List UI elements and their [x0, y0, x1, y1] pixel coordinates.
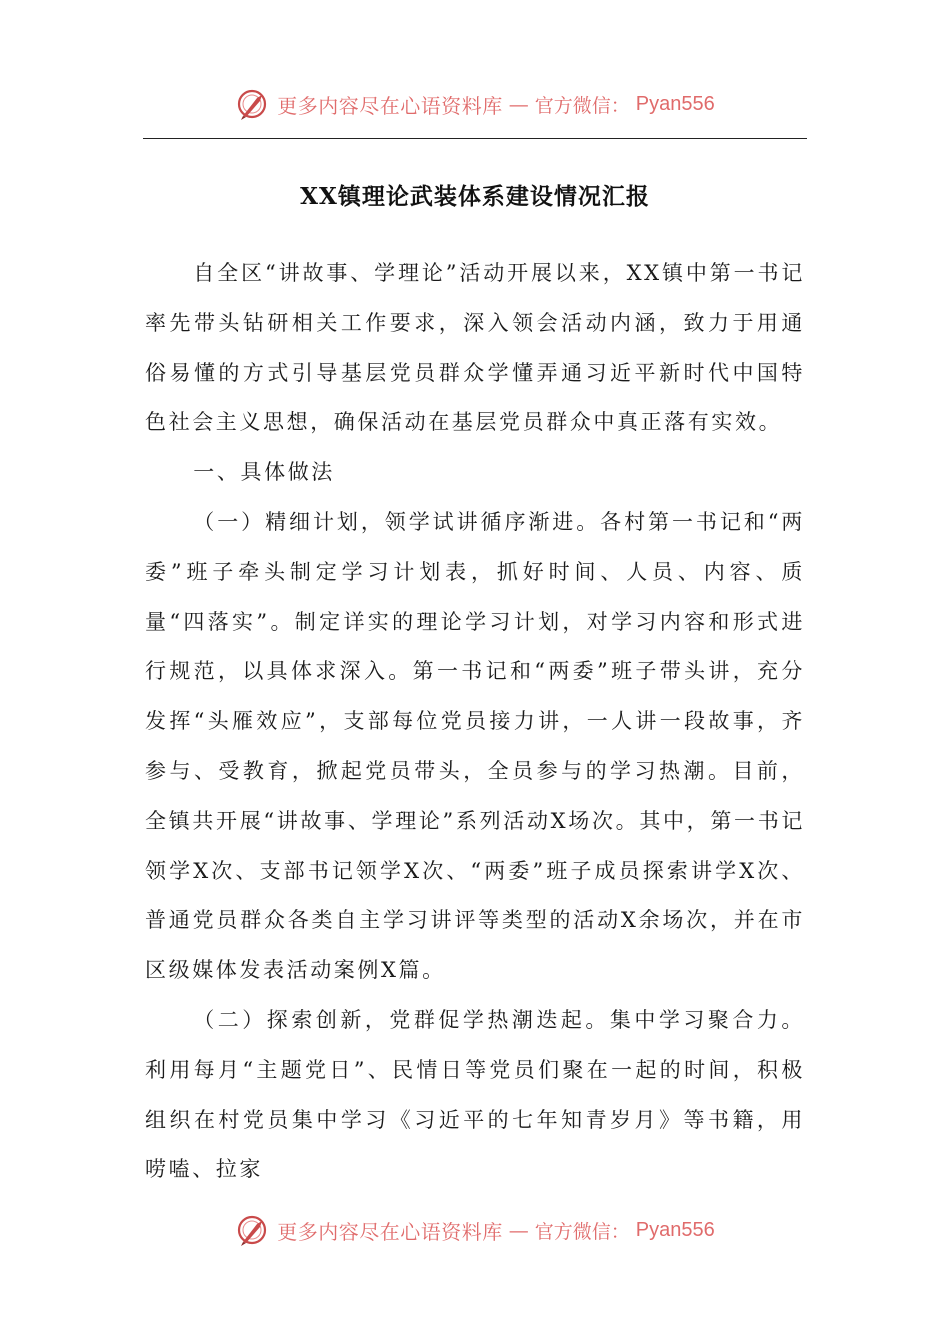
banner-dash: — — [508, 1218, 529, 1242]
header-banner — [0, 84, 950, 124]
pen-nib-logo-icon — [235, 1212, 271, 1248]
banner-wechat-id: Pyan556 — [635, 92, 715, 115]
footer-banner — [0, 1210, 950, 1250]
banner-site-text: 更多内容尽在心语资料库 — [277, 93, 503, 118]
banner-wechat-label: 官方微信： — [534, 94, 630, 117]
document-title: XX镇理论武装体系建设情况汇报 — [300, 183, 650, 210]
paragraph-intro: 自全区“讲故事、学理论”活动开展以来，XX镇中第一书记率先带头钻研相关工作要求，深入领会活动内涵，致力于用通俗易懂的方式引导基层党员群众学懂弄通习近平新时代中国特色社会主义思想，确保活动在基层党员群众中真正落有实效。 — [145, 261, 805, 435]
paragraph-item-1: （一）精细计划，领学试讲循序渐进。各村第一书记和“两委”班子牵头制定学习计划表，抓好时间、人员、内容、质量“四落实”。制定详实的理论学习计划，对学习内容和形式进行规范，以具体求深入。第一书记和“两委”班子带头讲，充分发挥“头雁效应”，支部每位党员接力讲，一人讲一段故事，齐参与、受教育，掀起党员带头，全员参与的学习热潮。目前，全镇共开展“讲故事、学理论”系列活动X场次。其中，第一书记领学X次、支部书记领学X次、“两委”班子成员探索讲学X次、普通党员群众各类自主学习讲评等类型的活动X余场次，并在市区级媒体发表活动案例X篇。 — [145, 509, 805, 983]
banner-site-text: 更多内容尽在心语资料库 — [277, 1219, 503, 1244]
document-body — [145, 249, 805, 1195]
header-divider — [143, 138, 807, 139]
pen-nib-logo-icon — [235, 86, 271, 122]
banner-dash: — — [508, 92, 529, 116]
banner-wechat-id: Pyan556 — [635, 1218, 715, 1241]
paragraph-item-2: （二）探索创新，党群促学热潮迭起。集中学习聚合力。利用每月“主题党日”、民情日等党员们聚在一起的时间，积极组织在村党员集中学习《习近平的七年知青岁月》等书籍，用唠嗑、拉家 — [145, 1007, 805, 1182]
banner-wechat-label: 官方微信： — [534, 1220, 630, 1243]
section-heading: 一、具体做法 — [193, 460, 335, 485]
